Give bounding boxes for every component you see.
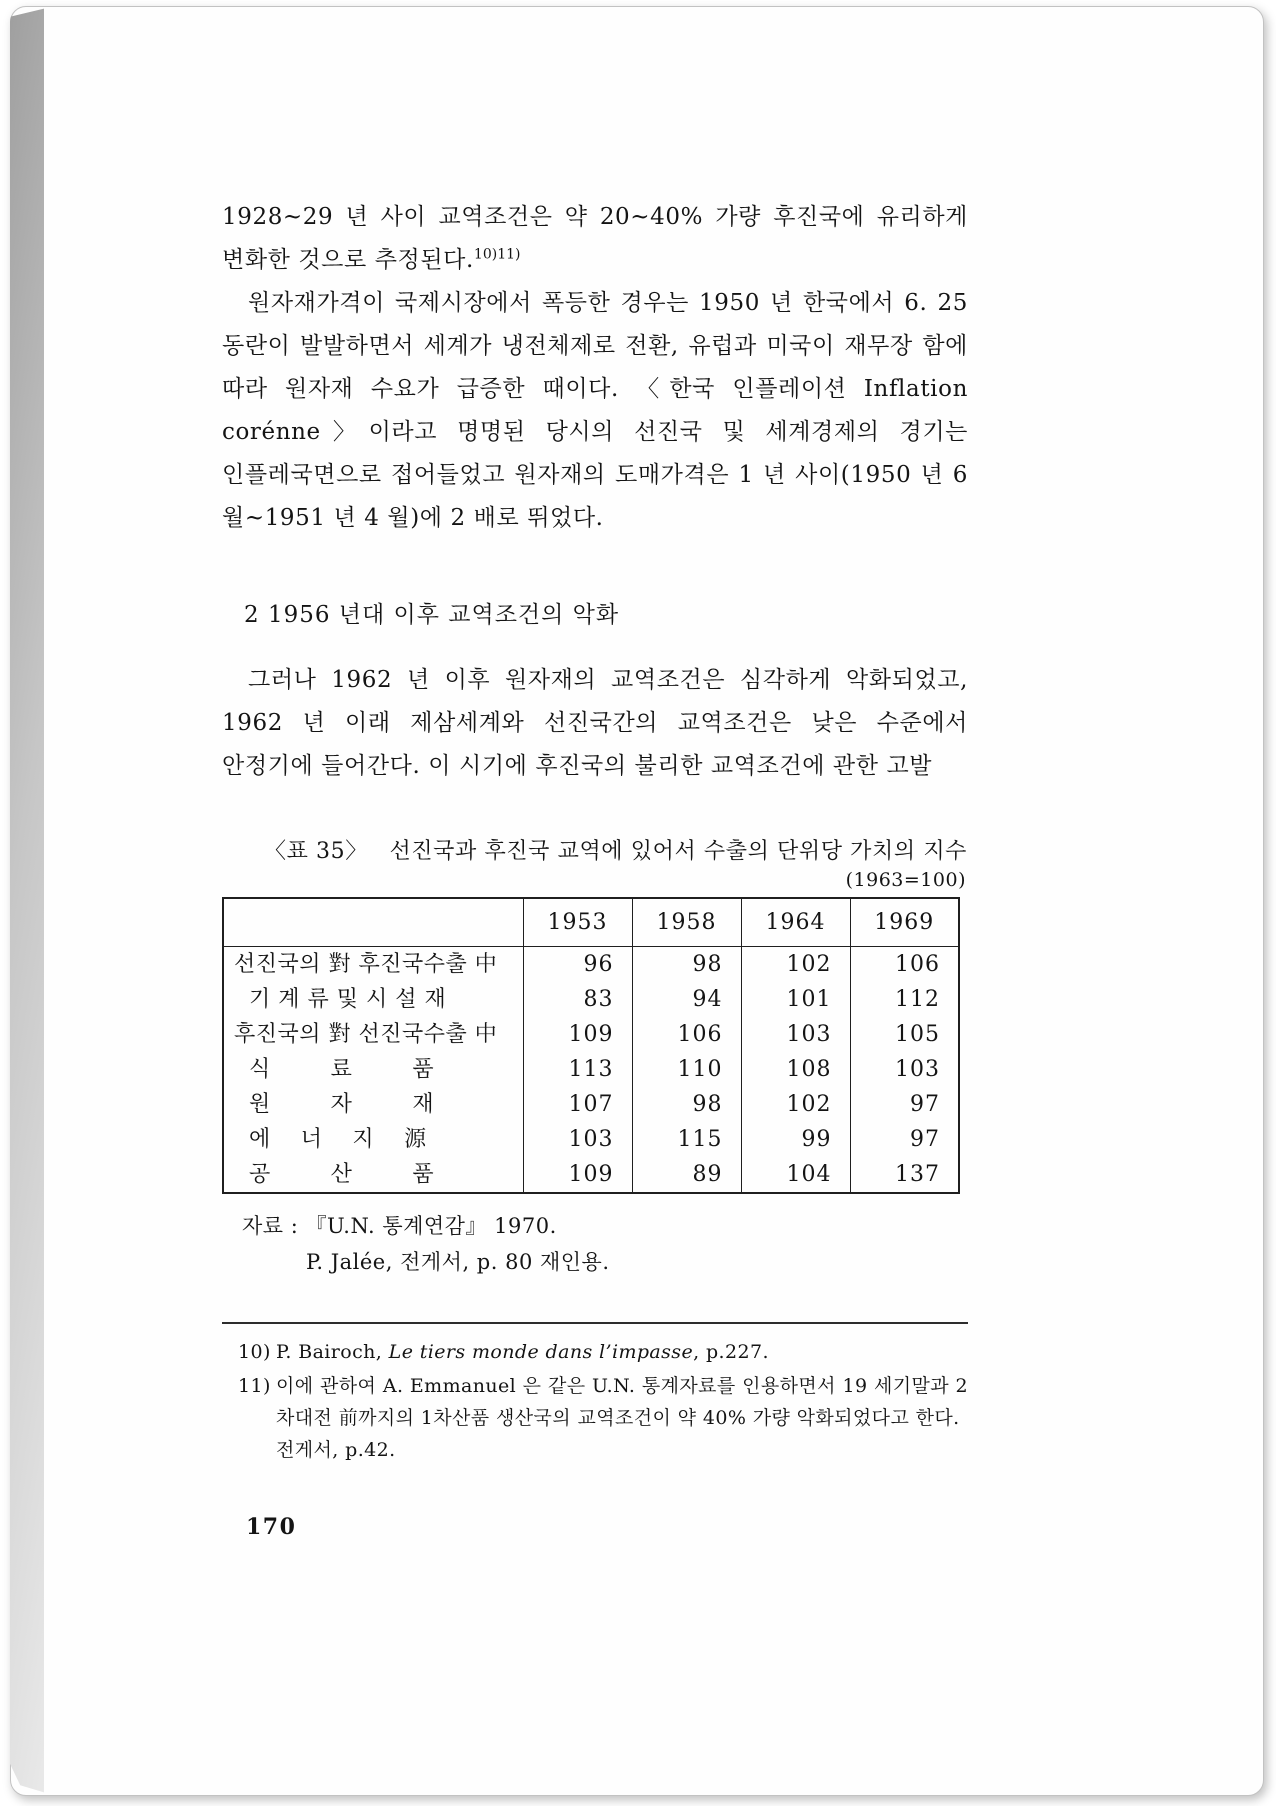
footnote-number: 10) — [238, 1341, 271, 1363]
page-number: 170 — [246, 1514, 297, 1540]
row-value: 107 — [523, 1087, 632, 1122]
section-heading: 2 1956 년대 이후 교역조건의 악화 — [244, 602, 620, 628]
table-title: 선진국과 후진국 교역에 있어서 수출의 단위당 가치의 지수 — [389, 839, 968, 864]
row-label: 선진국의 對 후진국수출 中 — [234, 952, 498, 977]
row-value: 104 — [741, 1157, 850, 1193]
paragraph-text: 1928~29 년 사이 교역조건은 약 20~40% 가량 후진국에 유리하게 변화한 것으로 추정된다. — [222, 204, 968, 273]
table-caption — [264, 834, 968, 865]
row-value: 113 — [523, 1052, 632, 1087]
table-sources — [222, 1208, 968, 1280]
footnote-text: 이에 관하여 A. Emmanuel 은 같은 U.N. 통계자료를 인용하면서 19 세기말과 2 차대전 前까지의 1차산품 생산국의 교역조건이 약 40% 가량 악화되었다고 한다. — [276, 1375, 968, 1429]
footnote-11 — [222, 1370, 968, 1466]
row-value: 97 — [850, 1122, 959, 1157]
footnotes-section — [222, 1322, 968, 1466]
row-label: 공 산 품 — [234, 1162, 435, 1187]
footnote-continuation: 전게서, p.42. — [276, 1439, 396, 1461]
footnote-separator-rule — [222, 1322, 968, 1324]
source-line-1: 자료 : 『U.N. 통계연감』 1970. — [242, 1214, 557, 1238]
row-value: 105 — [850, 1017, 959, 1052]
table-number-label: 〈표 35〉 — [264, 839, 368, 864]
footnote-10 — [222, 1336, 968, 1368]
row-value: 103 — [523, 1122, 632, 1157]
header-year-1964: 1964 — [741, 898, 850, 947]
row-value: 83 — [523, 982, 632, 1017]
source-line-2: P. Jalée, 전게서, p. 80 재인용. — [306, 1250, 610, 1274]
row-value: 110 — [632, 1052, 741, 1087]
row-value: 103 — [741, 1017, 850, 1052]
row-label: 원 자 재 — [234, 1092, 435, 1117]
row-value: 109 — [523, 1157, 632, 1193]
footnote-text: , p.227. — [693, 1341, 769, 1363]
row-value: 106 — [632, 1017, 741, 1052]
table-row — [223, 947, 959, 983]
header-year-1969: 1969 — [850, 898, 959, 947]
table-row — [223, 1122, 959, 1157]
table-row — [223, 982, 959, 1017]
row-value: 98 — [632, 1087, 741, 1122]
row-value: 108 — [741, 1052, 850, 1087]
row-label: 기 계 류 및 시 설 재 — [234, 987, 447, 1012]
row-value: 103 — [850, 1052, 959, 1087]
row-value: 109 — [523, 1017, 632, 1052]
table-row — [223, 1157, 959, 1193]
row-label: 후진국의 對 선진국수출 中 — [234, 1022, 498, 1047]
table-row — [223, 1052, 959, 1087]
row-value: 98 — [632, 947, 741, 983]
row-value: 96 — [523, 947, 632, 983]
trade-index-table — [222, 897, 960, 1194]
row-value: 89 — [632, 1157, 741, 1193]
table-row — [223, 1017, 959, 1052]
paragraph-raw-material-prices: 원자재가격이 국제시장에서 폭등한 경우는 1950 년 한국에서 6. 25 동란이 발발하면서 세계가 냉전체제로 전환, 유럽과 미국이 재무장 함에 따라 원자재 수요가 급증한 때이다. 〈한국 인플레이션 Inflation corénne〉이라고 명명된 당시의 선진국 및 세계경제의 경기는 인플레국면으로 접어들었고 원자재의 도매가격은 1 년 사이(1950 년 6 월~1951 년 4 월)에 2 배로 뛰었다. — [222, 290, 968, 531]
header-year-1953: 1953 — [523, 898, 632, 947]
row-value: 102 — [741, 1087, 850, 1122]
footnote-book-title: Le tiers monde dans l’impasse — [388, 1341, 694, 1363]
book-edge — [10, 6, 44, 1796]
row-value: 106 — [850, 947, 959, 983]
row-value: 115 — [632, 1122, 741, 1157]
table-header-row — [223, 898, 959, 947]
row-value: 101 — [741, 982, 850, 1017]
row-label: 식 료 품 — [234, 1057, 435, 1082]
header-empty-cell — [223, 898, 523, 947]
row-value: 99 — [741, 1122, 850, 1157]
row-value: 97 — [850, 1087, 959, 1122]
table-block — [222, 834, 968, 1280]
paragraph-1962-deterioration: 그러나 1962 년 이후 원자재의 교역조건은 심각하게 악화되었고, 1962 년 이래 제삼세계와 선진국간의 교역조건은 낮은 수준에서 안정기에 들어간다. 이 시기에 후진국의 불리한 교역조건에 관한 고발 — [222, 667, 968, 779]
row-value: 137 — [850, 1157, 959, 1193]
page-content — [222, 196, 968, 1540]
footnote-text: P. Bairoch, — [276, 1341, 389, 1363]
header-year-1958: 1958 — [632, 898, 741, 947]
row-label: 에 너 지 源 — [234, 1127, 427, 1152]
footnote-reference: 10)11) — [473, 246, 521, 263]
paragraph-terms-of-trade — [222, 196, 968, 282]
footnote-number: 11) — [238, 1375, 271, 1397]
row-value: 112 — [850, 982, 959, 1017]
index-base-note: (1963=100) — [845, 869, 966, 891]
row-value: 94 — [632, 982, 741, 1017]
row-value: 102 — [741, 947, 850, 983]
table-row — [223, 1087, 959, 1122]
